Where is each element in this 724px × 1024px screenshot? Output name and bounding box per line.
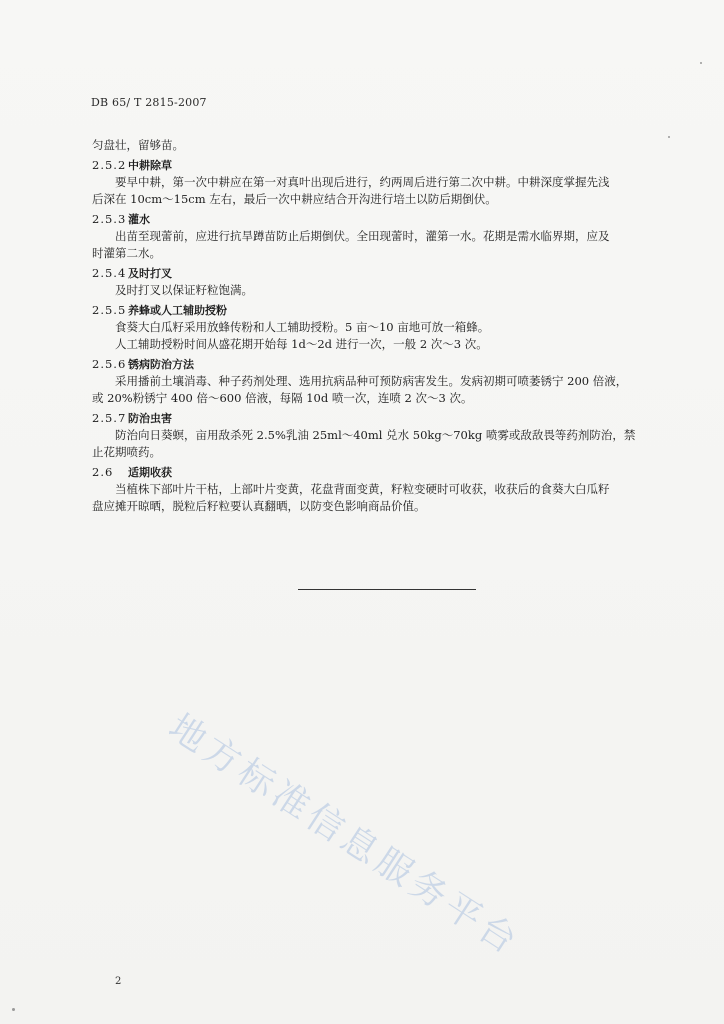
- section-number: 2.6: [92, 465, 114, 479]
- section-heading-2-5-5: [92, 302, 674, 319]
- section-title: 锈病防治方法: [128, 358, 194, 371]
- paragraph-line: 止花期喷药。: [92, 445, 161, 459]
- section-title: 中耕除草: [128, 159, 172, 172]
- paragraph-line: 时灌第二水。: [92, 246, 161, 260]
- section-heading-2-5-2: [92, 157, 674, 174]
- section-heading-2-5-6: [92, 356, 674, 373]
- scan-speck: [12, 1008, 15, 1011]
- paragraph-line: 盘应摊开晾晒，脱粒后籽粒要认真翻晒，以防变色影响商品价值。: [92, 499, 426, 513]
- scan-speck: [700, 62, 702, 64]
- paragraph-line: 匀盘壮，留够苗。: [92, 138, 184, 152]
- paragraph-line: 防治向日葵螟，亩用敌杀死 2.5%乳油 25ml～40ml 兑水 50kg～70kg 喷雾或敌敌畏等药剂防治，禁: [115, 428, 636, 442]
- paragraph-line: 采用播前土壤消毒、种子药剂处理、选用抗病品种可预防病害发生。发病初期可喷萎锈宁 200 倍液，: [115, 374, 628, 388]
- scan-speck: [668, 136, 670, 138]
- paragraph-line: 或 20%粉锈宁 400 倍～600 倍液，每隔 10d 喷一次，连喷 2 次～3 次。: [92, 391, 473, 405]
- section-title: 养蜂或人工辅助授粉: [128, 304, 227, 317]
- end-rule: [298, 589, 476, 590]
- page-number: 2: [115, 976, 122, 987]
- paragraph-line: 要早中耕，第一次中耕应在第一对真叶出现后进行，约两周后进行第二次中耕。中耕深度掌握先浅: [115, 175, 610, 189]
- section-title: 防治虫害: [128, 412, 172, 425]
- paragraph-line: 出苗至现蕾前，应进行抗旱蹲苗防止后期倒伏。全田现蕾时，灌第一水。花期是需水临界期，应及: [115, 229, 610, 243]
- paragraph-line: 人工辅助授粉时间从盛花期开始每 1d～2d 进行一次，一般 2 次～3 次。: [115, 337, 488, 351]
- section-heading-2-5-4: [92, 265, 674, 282]
- section-number: 2.5.4: [92, 266, 127, 280]
- watermark: 地方标准信息服务平台: [161, 706, 528, 965]
- paragraph-line: 及时打叉以保证籽粒饱满。: [115, 283, 253, 297]
- section-number: 2.5.7: [92, 411, 127, 425]
- document-body: [92, 137, 674, 515]
- section-title: 适期收获: [128, 466, 172, 479]
- paragraph-line: 后深在 10cm～15cm 左右，最后一次中耕应结合开沟进行培土以防后期倒伏。: [92, 192, 497, 206]
- section-heading-2-6: [92, 464, 674, 481]
- section-number: 2.5.6: [92, 357, 127, 371]
- section-title: 及时打叉: [128, 267, 172, 280]
- standard-code-header: DB 65/ T 2815-2007: [91, 96, 207, 109]
- section-heading-2-5-7: [92, 410, 674, 427]
- section-title: 灌水: [128, 213, 150, 226]
- paragraph-line: 当植株下部叶片干枯，上部叶片变黄，花盘背面变黄，籽粒变硬时可收获，收获后的食葵大白瓜籽: [115, 482, 610, 496]
- section-number: 2.5.5: [92, 303, 127, 317]
- paragraph-line: 食葵大白瓜籽采用放蜂传粉和人工辅助授粉。5 亩～10 亩地可放一箱蜂。: [115, 320, 490, 334]
- section-heading-2-5-3: [92, 211, 674, 228]
- section-number: 2.5.3: [92, 212, 127, 226]
- section-number: 2.5.2: [92, 158, 127, 172]
